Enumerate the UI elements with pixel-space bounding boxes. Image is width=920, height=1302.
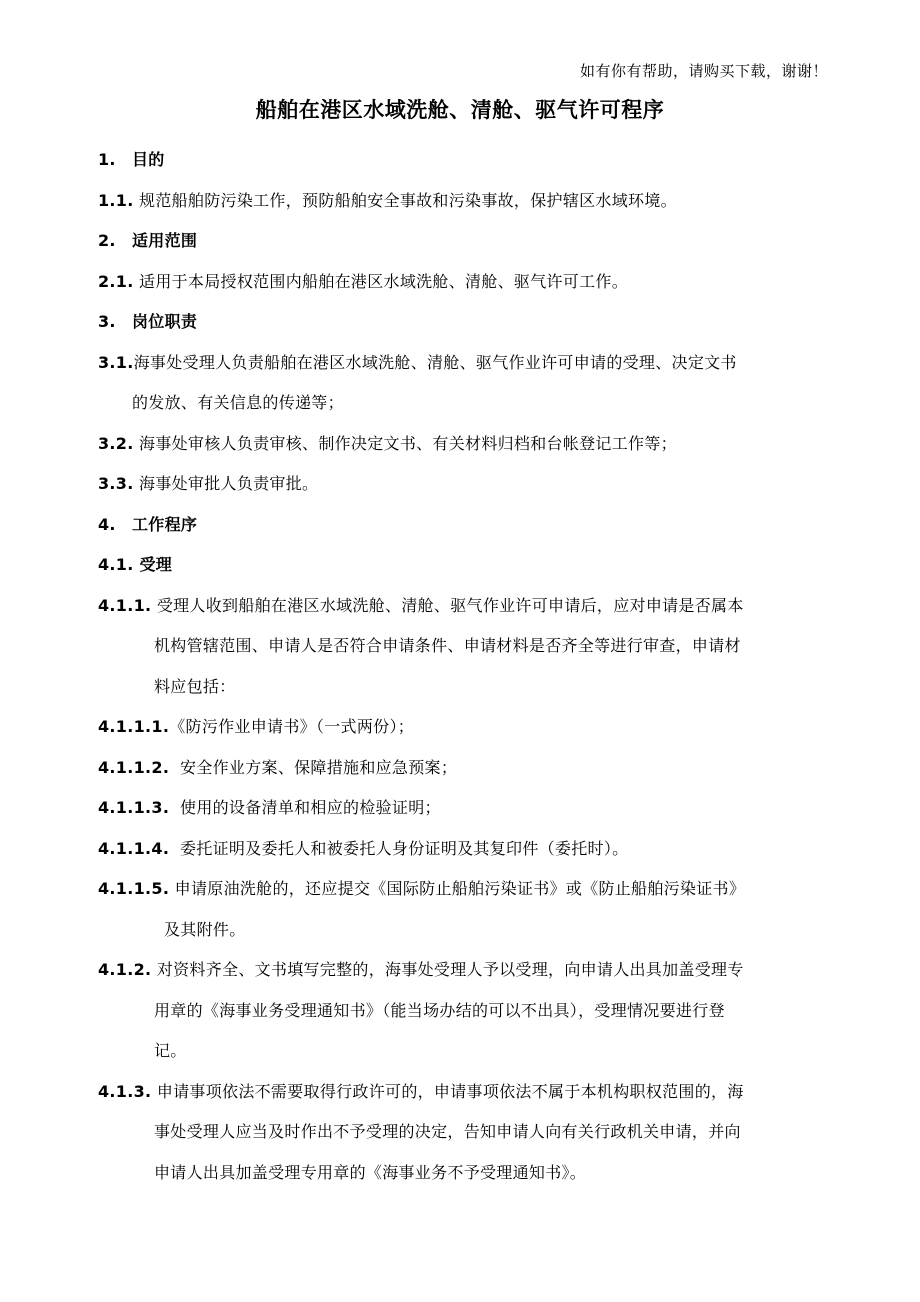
clause-number: 4.1.1.5. — [98, 879, 170, 898]
subsection-title: 受理 — [139, 555, 173, 574]
clause-3-1-continuation — [98, 383, 824, 424]
clause-text: 受理人收到船舶在港区水域洗舱、清舱、驱气作业许可申请后，应对申请是否属本 — [156, 595, 744, 615]
clause-4-1-1-5-continuation — [98, 910, 824, 951]
section-1-heading — [98, 140, 824, 181]
clause-4-1-1-2 — [98, 748, 824, 789]
clause-4-1-1-5 — [98, 869, 824, 910]
clause-number: 3.2. — [98, 433, 134, 453]
clause-text-continued: 事处受理人应当及时作出不予受理的决定，告知申请人向有关行政机关申请，并向 — [154, 1122, 741, 1141]
section-title: 适用范围 — [132, 231, 198, 250]
clause-number: 4.1.1.3. — [98, 798, 170, 817]
clause-2-1 — [98, 262, 824, 303]
clause-text: 海事处审核人负责审核、制作决定文书、有关材料归档和台帐登记工作等； — [139, 433, 677, 453]
subsection-4-1-heading — [98, 545, 824, 586]
clause-3-2 — [98, 424, 824, 465]
section-3-heading — [98, 302, 824, 343]
clause-4-1-1-1 — [98, 707, 824, 748]
clause-text: 海事处审批人负责审批。 — [139, 474, 319, 493]
clause-4-1-3 — [98, 1072, 824, 1113]
clause-number: 1.1. — [98, 190, 134, 210]
clause-4-1-1 — [98, 586, 824, 627]
clause-number: 4.1.1.4. — [98, 838, 170, 858]
section-number: 2. — [98, 231, 116, 250]
section-title: 目的 — [132, 150, 165, 169]
clause-text-continued: 料应包括： — [154, 676, 236, 696]
clause-text: 适用于本局授权范围内船舶在港区水域洗舱、清舱、驱气许可工作。 — [139, 271, 629, 291]
section-number: 3. — [98, 312, 116, 331]
document-title: 船舶在港区水域洗舱、清舱、驱气许可程序 — [255, 98, 665, 122]
section-2-heading — [98, 221, 824, 262]
clause-text-continued: 申请人出具加盖受理专用章的《海事业务不予受理通知书》。 — [154, 1162, 587, 1182]
clause-number: 4.1.2. — [98, 960, 152, 979]
clause-number: 3.1. — [98, 352, 134, 372]
clause-text: 使用的设备清单和相应的检验证明； — [180, 798, 441, 817]
clause-4-1-1-continuation-2 — [98, 667, 824, 708]
clause-number: 4.1.1. — [98, 595, 152, 615]
section-4-heading — [98, 505, 824, 546]
clause-4-1-2-continuation-2 — [98, 1031, 824, 1072]
clause-text: 申请事项依法不需要取得行政许可的，申请事项依法不属于本机构职权范围的，海 — [156, 1081, 744, 1101]
header-note: 如有你有帮助，请购买下载，谢谢！ — [579, 62, 828, 80]
clause-text-continued: 及其附件。 — [164, 919, 246, 939]
clause-number: 3.3. — [98, 474, 134, 493]
clause-text-continued: 记。 — [154, 1041, 187, 1060]
clause-1-1 — [98, 181, 824, 222]
section-number: 4. — [98, 514, 116, 534]
clause-4-1-1-4 — [98, 829, 824, 870]
clause-4-1-2-continuation-1 — [98, 991, 824, 1032]
clause-text: 对资料齐全、文书填写完整的，海事处受理人予以受理，向申请人出具加盖受理专 — [156, 960, 744, 979]
clause-text-continued: 用章的《海事业务受理通知书》（能当场办结的可以不出具），受理情况要进行登 — [154, 1000, 725, 1020]
clause-number: 2.1. — [98, 271, 134, 291]
subsection-number: 4.1. — [98, 555, 134, 574]
clause-text: 委托证明及委托人和被委托人身份证明及其复印件（委托时）。 — [180, 838, 629, 858]
clause-4-1-3-continuation-1 — [98, 1112, 824, 1153]
clause-text-continued: 的发放、有关信息的传递等； — [132, 393, 344, 412]
clause-4-1-1-3 — [98, 788, 824, 829]
clause-text: 安全作业方案、保障措施和应急预案； — [180, 757, 458, 777]
clause-3-3 — [98, 464, 824, 505]
clause-text-continued: 机构管辖范围、申请人是否符合申请条件、申请材料是否齐全等进行审查，申请材 — [154, 636, 741, 655]
clause-4-1-1-continuation-1 — [98, 626, 824, 667]
clause-text: 申请原油洗舱的，还应提交《国际防止船舶污染证书》或《防止船舶污染证书》 — [174, 879, 746, 898]
clause-number: 4.1.1.1. — [98, 717, 170, 736]
clause-text: 《防污作业申请书》（一式两份）； — [169, 717, 415, 736]
clause-3-1 — [98, 343, 824, 384]
section-number: 1. — [98, 150, 116, 169]
section-title: 工作程序 — [132, 514, 198, 534]
clause-number: 4.1.1.2. — [98, 757, 170, 777]
clause-text: 海事处受理人负责船舶在港区水域洗舱、清舱、驱气作业许可申请的受理、决定文书 — [133, 352, 737, 372]
clause-4-1-3-continuation-2 — [98, 1153, 824, 1194]
section-title: 岗位职责 — [132, 312, 198, 331]
clause-text: 规范船舶防污染工作，预防船舶安全事故和污染事故，保护辖区水域环境。 — [139, 190, 677, 210]
clause-number: 4.1.3. — [98, 1081, 152, 1101]
clause-4-1-2 — [98, 950, 824, 991]
document-body — [98, 140, 824, 1193]
